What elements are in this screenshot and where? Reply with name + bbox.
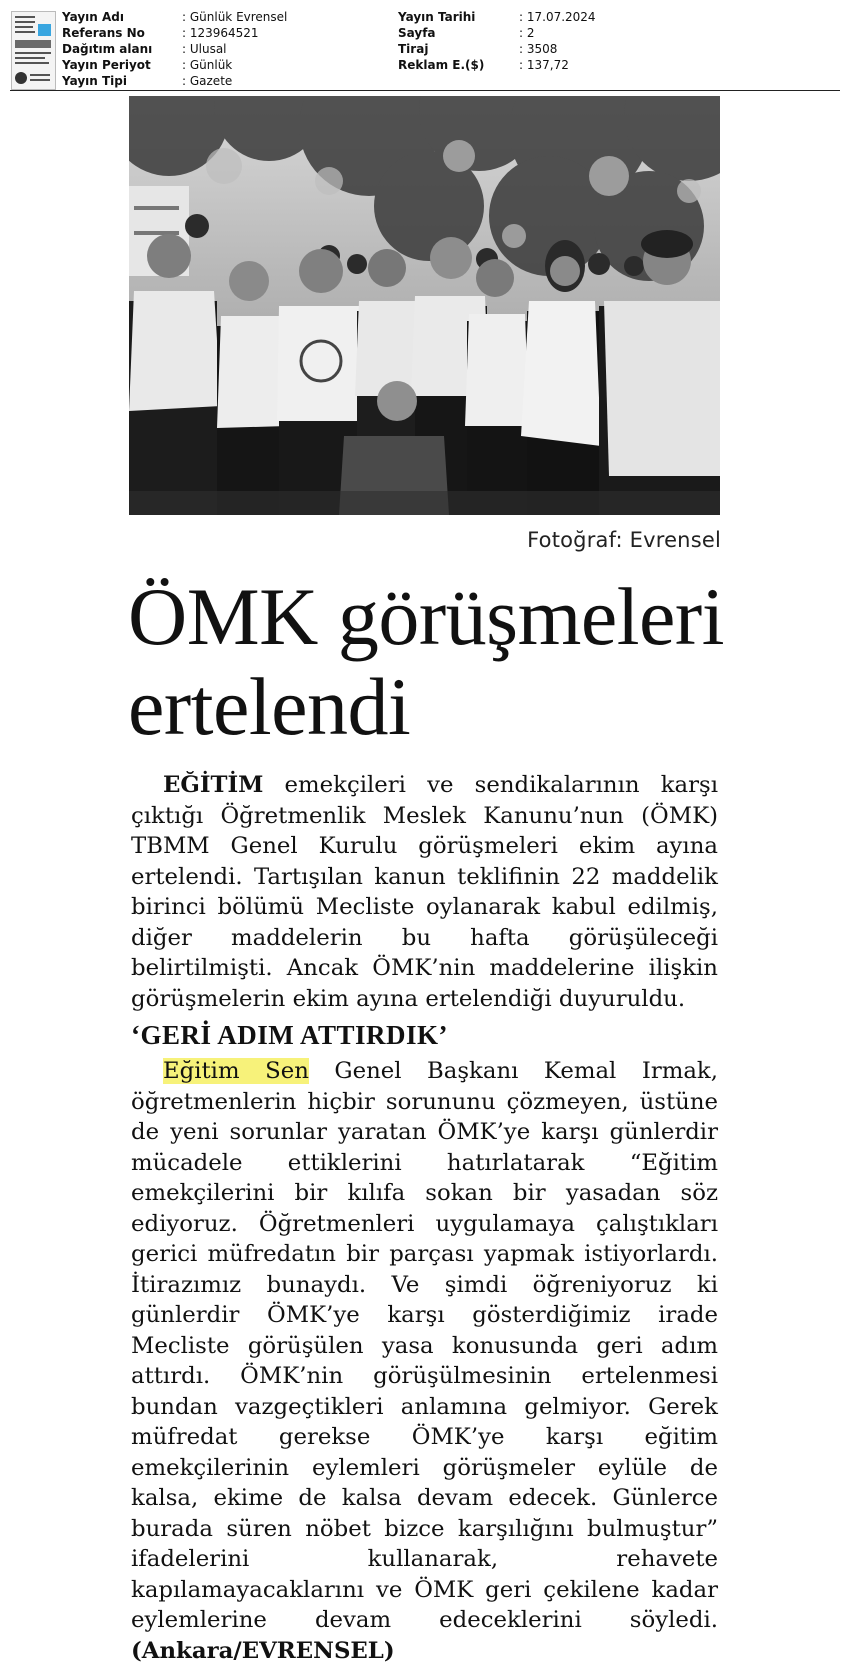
meta-value-page: : 2 xyxy=(519,26,535,40)
meta-value-date: : 17.07.2024 xyxy=(519,10,596,24)
paragraph-1 xyxy=(131,770,718,1014)
meta-label-distribution: Dağıtım alanı xyxy=(62,42,153,56)
article-signature: (Ankara/EVRENSEL) xyxy=(131,1637,395,1664)
meta-label-circulation: Tiraj xyxy=(398,42,429,56)
meta-value-circulation: : 3508 xyxy=(519,42,558,56)
publication-meta-left xyxy=(62,9,287,89)
meta-value-period: : Günlük xyxy=(182,58,233,72)
meta-label-period: Yayın Periyot xyxy=(62,58,151,72)
article-subhead: ‘GERİ ADIM ATTIRDIK’ xyxy=(131,1020,449,1050)
header-divider xyxy=(10,90,840,91)
highlighted-term: Eğitim Sen xyxy=(163,1058,309,1084)
meta-label-publication: Yayın Adı xyxy=(62,10,124,24)
meta-label-type: Yayın Tipi xyxy=(62,74,127,88)
meta-label-date: Yayın Tarihi xyxy=(398,10,476,24)
meta-value-type: : Gazete xyxy=(182,74,233,88)
paragraph-1-text: emekçileri ve sendikalarının karşı çıktığı Öğretmenlik Meslek Kanunu’nun (ÖMK) TBMM Genel Kurulu görüşmeleri ekim ayına ertelendi. Tartışılan kanun teklifinin 22 maddelik birinci bölümü Mecliste oylanarak kabul edilmiş, diğer maddelerin bu hafta görüşüleceği belirtilmişti. Ancak ÖMK’nin maddelerine ilişkin görüşmelerin ekim ayına ertelendiği duyuruldu. xyxy=(131,772,718,1012)
meta-label-ad-value: Reklam E.($) xyxy=(398,58,485,72)
paragraph-2-text: Genel Başkanı Kemal Irmak, öğretmenlerin hiçbir sorununu çözmeyen, üstüne de yeni sorunlar yaratan ÖMK’ye karşı günlerdir mücadele ettiklerini hatırlatarak “Eğitim emekçilerini bir kılıfa sokan bir yasadan söz ediyoruz. Öğretmenleri uygulamaya çalıştıkları gerici müfredatın bir parçası yapmak istiyorlardı. İtirazımız bunaydı. Ve şimdi öğreniyoruz ki günlerdir ÖMK’ye karşı gösterdiğimiz irade Mecliste görüşülen yasa konusunda geri adım attırdı. ÖMK’nin görüşülmesinin ertelenmesi bundan vazgeçtikleri anlamına gelmiyor. Gerek müfredat gerekse ÖMK’ye karşı eğitim emekçilerinin eylemleri görüşmeler eylüle de kalsa, ekime de kalsa devam edecek. Günlerce burada süren nöbet bizce karşılığını bulmuştur” ifadelerini kullanarak, rehavete kapılamayacaklarını ve ÖMK geri çekilene kadar eylemlerine devam edeceklerini söyledi. xyxy=(131,1058,718,1633)
meta-value-ad-value: : 137,72 xyxy=(519,58,569,72)
meta-label-page: Sayfa xyxy=(398,26,436,40)
paragraph-2 xyxy=(131,1056,718,1666)
photo-caption: Fotoğraf: Evrensel xyxy=(527,528,721,552)
publication-meta-right xyxy=(398,9,596,73)
meta-value-reference: : 123964521 xyxy=(182,26,259,40)
meta-value-distribution: : Ulusal xyxy=(182,42,227,56)
meta-label-reference: Referans No xyxy=(62,26,145,40)
article-headline: ÖMK görüşmeleri ertelendi xyxy=(128,571,725,752)
protest-group-photo xyxy=(129,96,720,515)
lead-word: EĞİTİM xyxy=(163,772,264,798)
news-photo xyxy=(129,96,720,515)
article-body xyxy=(131,770,718,1666)
meta-value-publication: : Günlük Evrensel xyxy=(182,10,288,24)
page-thumbnail xyxy=(11,11,56,90)
